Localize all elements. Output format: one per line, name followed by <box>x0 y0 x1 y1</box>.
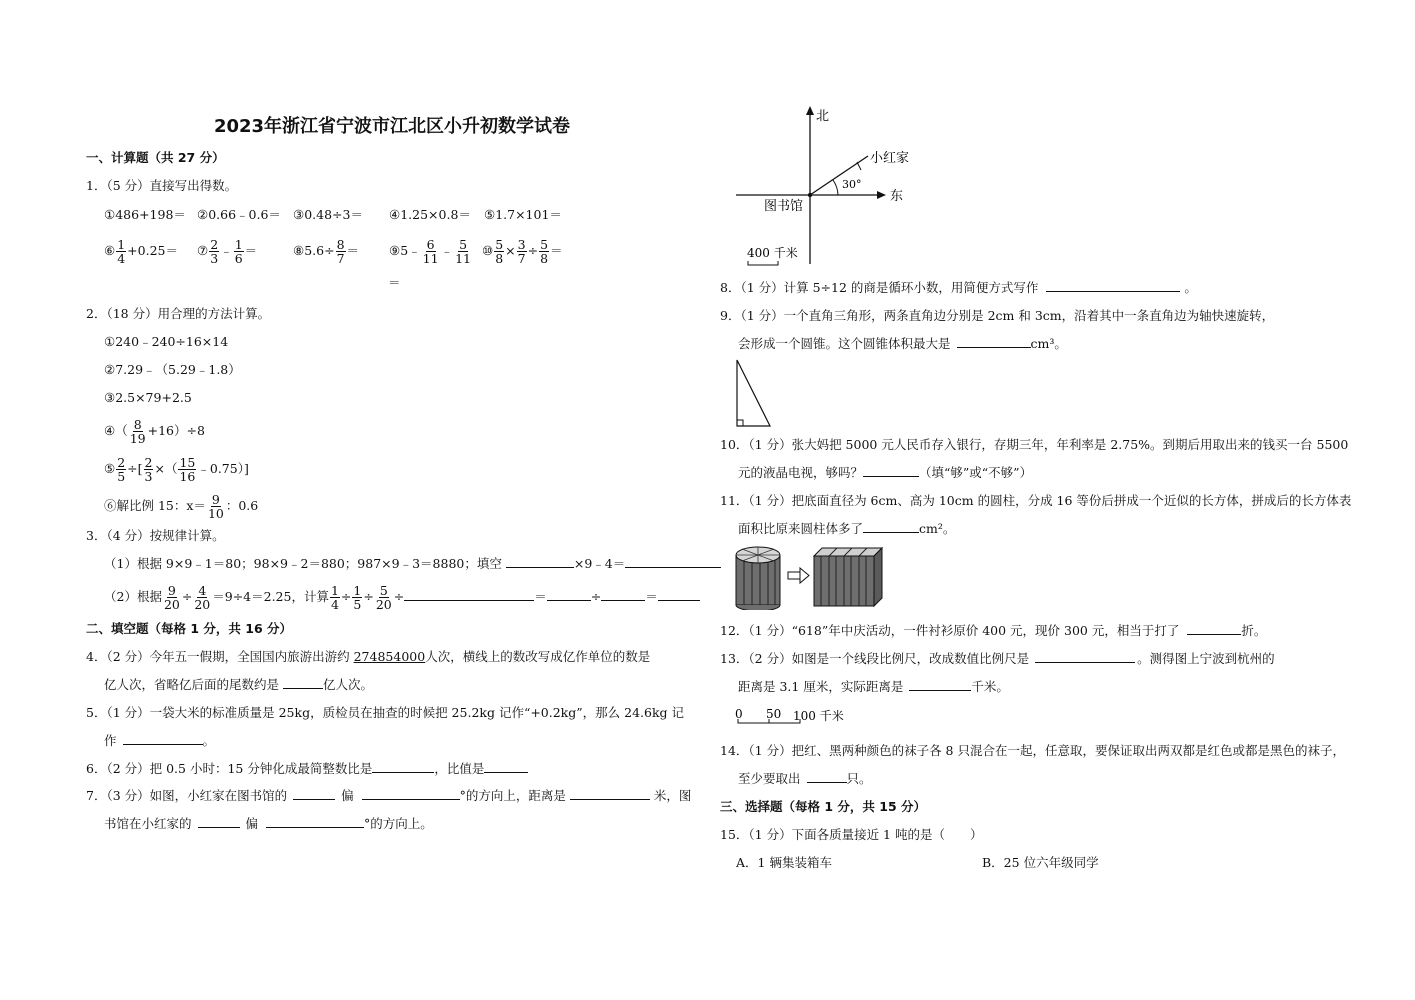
item-text: 亿人次，省略亿后面的尾数约是 <box>104 677 280 692</box>
scale-tick-label: 50 <box>766 707 782 721</box>
section-heading: 一、计算题（共 27 分） <box>86 150 225 165</box>
item-text: 6．（2 分）把 0.5 小时：15 分钟化成最简整数比是 <box>86 761 373 776</box>
item-text: ＝ <box>550 243 563 258</box>
answer-blank[interactable] <box>404 588 534 601</box>
line-scale-diagram <box>734 704 864 728</box>
item-text: ÷ <box>590 589 602 604</box>
numerator: 5 <box>495 237 504 252</box>
q3-line-1 <box>104 555 721 573</box>
east-arrow-icon <box>877 191 886 199</box>
answer-blank[interactable] <box>372 760 434 773</box>
right-triangle-diagram <box>734 358 774 430</box>
denominator: 6 <box>234 251 243 266</box>
item-text: 。 <box>202 733 216 748</box>
q1-item: ⑤1.7×101＝ <box>484 207 562 222</box>
answer-blank[interactable] <box>1046 279 1180 292</box>
angle-arc <box>833 180 838 195</box>
question-1-heading: 1．（5 分）直接写出得数。 <box>86 178 238 193</box>
item-text: ⑩ <box>482 243 494 258</box>
denominator: 16 <box>179 469 196 484</box>
question-6 <box>86 760 528 778</box>
item-text: ：0.6 <box>225 498 259 513</box>
north-label: 北 <box>816 109 830 124</box>
q1-item-9-equals: ＝ <box>388 275 401 290</box>
item-text: ＝ <box>645 589 658 604</box>
answer-blank[interactable] <box>957 335 1031 348</box>
question-4-line-2 <box>104 676 373 694</box>
denominator: 20 <box>375 597 392 612</box>
question-11-line-1: 11．（1 分）把底面直径为 6cm、高为 10cm 的圆柱，分成 16 等份后拼成一个近似的长方体，拼成后的长方体表 <box>720 493 1352 508</box>
angle-label: 30° <box>842 178 862 191</box>
answer-blank[interactable] <box>1187 622 1241 635</box>
fraction <box>116 238 126 265</box>
item-text: 面积比原来圆柱体多了 <box>738 521 864 536</box>
item-text: cm³。 <box>1030 336 1067 351</box>
north-arrow-icon <box>806 106 814 115</box>
fraction <box>375 584 393 611</box>
denominator: 4 <box>117 251 126 266</box>
item-text: 12．（1 分）“618”年中庆活动，一件衬衫原价 400 元，现价 300 元，相当于打了 <box>720 623 1180 638</box>
option-a[interactable]: A．1 辆集装箱车 <box>736 855 832 870</box>
item-text: +0.25＝ <box>127 243 178 258</box>
q1-item: ③0.48÷3＝ <box>293 207 363 222</box>
item-text: 折。 <box>1241 623 1267 638</box>
item-text: 书馆在小红家的 <box>104 816 192 831</box>
item-text: ＝ <box>244 243 258 258</box>
section-heading: 二、填空题（每格 1 分，共 16 分） <box>86 621 293 636</box>
item-text: ，比值是 <box>434 761 485 776</box>
item-text: 7．（3 分）如图，小红家在图书馆的 <box>86 788 288 803</box>
compass-diagram <box>730 104 930 270</box>
answer-blank[interactable] <box>625 555 721 568</box>
denominator: 7 <box>517 251 526 266</box>
question-9-line-1: 9．（1 分）一个直角三角形，两条直角边分别是 2cm 和 3cm，沿着其中一条直角边为轴快速旋转， <box>720 308 1275 323</box>
item-text: 会形成一个圆锥。这个圆锥体积最大是 <box>738 336 951 351</box>
question-13-line-2 <box>738 678 1009 696</box>
numerator: 1 <box>117 237 126 252</box>
question-5-line-1: 5．（1 分）一袋大米的标准质量是 25kg，质检员在抽查的时候把 25.2kg 记作“+0.2kg”，那么 24.6kg 记 <box>86 705 685 720</box>
library-point <box>808 193 812 197</box>
q1-item: ①486+198＝ <box>104 207 186 222</box>
denominator: 5 <box>117 469 126 484</box>
answer-blank[interactable] <box>601 588 645 601</box>
q1-item: ④1.25×0.8＝ <box>389 207 471 222</box>
fraction <box>209 238 219 265</box>
answer-blank[interactable] <box>1035 650 1135 663</box>
question-9-line-2 <box>738 335 1067 353</box>
fraction <box>517 238 527 265</box>
item-text: 千米。 <box>971 679 1009 694</box>
scale-bar <box>748 261 778 265</box>
numerator: 6 <box>426 237 435 252</box>
page-title: 2023年浙江省宁波市江北区小升初数学试卷 <box>213 116 571 137</box>
home-label: 小红家 <box>870 151 910 166</box>
denominator: 3 <box>210 251 219 266</box>
answer-blank[interactable] <box>807 770 847 783</box>
item-text: 4．（2 分）今年五一假期，全国国内旅游出游约 <box>86 649 354 664</box>
item-text: 作 <box>104 733 117 748</box>
scale-tick-label: 100 千米 <box>793 709 844 723</box>
fraction <box>234 238 244 265</box>
numerator: 2 <box>144 455 153 470</box>
denominator: 5 <box>353 597 362 612</box>
fraction <box>422 238 440 265</box>
denominator: 11 <box>422 251 439 266</box>
denominator: 11 <box>455 251 471 266</box>
item-text: ÷ <box>527 243 539 258</box>
item-text: °的方向上。 <box>364 816 433 831</box>
q1-item-6 <box>104 238 178 265</box>
denominator: 20 <box>194 597 211 612</box>
option-b[interactable]: B．25 位六年级同学 <box>982 855 1099 870</box>
item-text: ×（ <box>154 461 178 476</box>
cuboid-figure <box>814 548 882 606</box>
item-text: ⑨5﹣ <box>389 243 421 258</box>
item-text: ＝ <box>534 589 547 604</box>
numerator: 9 <box>211 492 220 507</box>
question-7-line-1 <box>86 787 691 805</box>
numerator: 2 <box>117 455 126 470</box>
item-text: ÷ <box>340 589 352 604</box>
item-text: 元的液晶电视，够吗？ <box>738 465 864 480</box>
cylinder-figure <box>736 547 780 610</box>
item-text: （2）根据 <box>104 589 162 604</box>
fraction <box>207 493 225 520</box>
item-text: ⑥解比例 15：x＝ <box>104 498 206 513</box>
fraction <box>352 584 362 611</box>
fraction <box>193 584 211 611</box>
item-text: 。测得图上宁波到杭州的 <box>1137 651 1275 666</box>
q2-item: ①240﹣240÷16×14 <box>104 334 229 349</box>
triangle <box>737 360 770 426</box>
fraction <box>129 418 147 445</box>
section-heading: 三、选择题（每格 1 分，共 15 分） <box>720 799 927 814</box>
question-15: 15．（1 分）下面各质量接近 1 吨的是（ ） <box>720 827 983 842</box>
item-text: 至少要取出 <box>738 771 801 786</box>
item-text: （1）根据 9×9﹣1＝80；98×9﹣2＝880；987×9﹣3＝8880；填空 <box>104 556 502 571</box>
library-label: 图书馆 <box>764 199 804 214</box>
item-text: ÷ <box>393 589 405 604</box>
item-text: ×9﹣4＝ <box>573 556 626 571</box>
answer-blank[interactable] <box>123 732 203 745</box>
numerator: 3 <box>517 237 526 252</box>
question-10-line-2 <box>738 464 1032 482</box>
item-text: （填“够”或“不够”） <box>919 465 1033 480</box>
item-text: 人次，横线上的数改写成亿作单位的数是 <box>425 649 651 664</box>
item-text: × <box>505 243 516 258</box>
item-text: 距离是 3.1 厘米，实际距离是 <box>738 679 904 694</box>
q1-item-8 <box>293 238 359 265</box>
numerator: 5 <box>379 583 388 598</box>
q3-line-2 <box>104 584 700 611</box>
item-text: ÷ <box>181 589 193 604</box>
item-text: ﹣ <box>440 243 454 258</box>
question-14-line-1: 14．（1 分）把红、黑两种颜色的袜子各 8 只混合在一起，任意取，要保证取出两双都是红色或都是黑色的袜子， <box>720 743 1345 758</box>
question-11-line-2 <box>738 520 955 538</box>
east-label: 东 <box>890 189 904 204</box>
angle-tick <box>857 162 861 170</box>
numerator: 9 <box>167 583 176 598</box>
numerator: 15 <box>179 455 196 470</box>
answer-blank[interactable] <box>863 520 919 533</box>
answer-blank[interactable] <box>484 760 528 773</box>
denominator: 7 <box>336 251 345 266</box>
q2-item: ③2.5×79+2.5 <box>104 390 192 405</box>
q2-item: ②7.29﹣（5.29﹣1.8） <box>104 362 241 377</box>
fraction <box>454 238 472 265</box>
arrow-icon <box>788 568 809 583</box>
item-text: 8．（1 分）计算 5÷12 的商是循环小数，用简便方式写作 <box>720 280 1039 295</box>
numerator: 8 <box>336 237 345 252</box>
item-text: ④（ <box>104 423 128 438</box>
numerator: 1 <box>330 583 339 598</box>
fraction <box>163 584 181 611</box>
underlined-number: 274854000 <box>353 649 426 664</box>
denominator: 8 <box>495 251 504 266</box>
q1-item-7 <box>197 238 257 265</box>
question-13-line-1 <box>720 650 1275 668</box>
numerator: 2 <box>210 237 219 252</box>
item-text: ﹣0.75）] <box>197 461 249 476</box>
item-text: 偏 <box>341 788 354 803</box>
item-text: ⑤ <box>104 461 116 476</box>
question-4-line-1 <box>86 648 650 666</box>
item-text: 只。 <box>846 771 872 786</box>
numerator: 5 <box>459 237 468 252</box>
q2-item-4 <box>104 418 205 445</box>
denominator: 4 <box>330 597 339 612</box>
item-text: +16）÷8 <box>147 423 205 438</box>
item-text: 亿人次。 <box>323 677 374 692</box>
answer-blank[interactable] <box>909 678 971 691</box>
item-text: 13．（2 分）如图是一个线段比例尺，改成数值比例尺是 <box>720 651 1030 666</box>
denominator: 3 <box>144 469 153 484</box>
q2-item-5 <box>104 456 249 483</box>
item-text: ÷[ <box>127 461 143 476</box>
question-8 <box>720 279 1197 297</box>
answer-blank[interactable] <box>570 787 650 800</box>
item-text: 。 <box>1184 280 1197 295</box>
item-text: 偏 <box>245 816 259 831</box>
item-text: ⑧5.6÷ <box>293 243 335 258</box>
q2-item-6 <box>104 493 258 520</box>
right-angle-mark <box>737 420 743 426</box>
answer-blank[interactable] <box>863 464 919 477</box>
q1-item-9 <box>389 238 473 265</box>
answer-blank[interactable] <box>198 815 240 828</box>
fraction <box>144 456 154 483</box>
numerator: 8 <box>133 417 142 432</box>
item-text: ＝9÷4＝2.25，计算 <box>212 589 329 604</box>
scale-label: 400 千米 <box>747 246 798 260</box>
answer-blank[interactable] <box>547 588 591 601</box>
q1-item-10 <box>482 238 563 265</box>
answer-blank[interactable] <box>658 588 700 601</box>
item-text: ＝ <box>346 243 360 258</box>
answer-blank[interactable] <box>293 787 335 800</box>
answer-blank[interactable] <box>283 676 323 689</box>
denominator: 19 <box>129 431 146 446</box>
item-text: cm²。 <box>919 521 956 536</box>
numerator: 1 <box>353 583 362 598</box>
fraction <box>494 238 504 265</box>
denominator: 8 <box>540 251 549 266</box>
fraction <box>178 456 196 483</box>
item-text: ÷ <box>363 589 374 604</box>
numerator: 1 <box>234 237 243 252</box>
question-5-line-2 <box>104 732 215 750</box>
item-text: 米，图 <box>653 788 692 803</box>
fraction <box>116 456 126 483</box>
answer-blank[interactable] <box>266 815 364 828</box>
fraction <box>330 584 340 611</box>
scale-tick-label: 0 <box>735 707 743 721</box>
answer-blank[interactable] <box>506 555 574 568</box>
answer-blank[interactable] <box>362 787 460 800</box>
numerator: 4 <box>198 583 207 598</box>
item-text: °的方向上，距离是 <box>459 788 566 803</box>
item-text: ⑥ <box>104 243 116 258</box>
fraction <box>336 238 346 265</box>
cylinder-to-cuboid-diagram <box>734 544 884 610</box>
q1-item: ②0.66﹣0.6＝ <box>197 207 281 222</box>
question-2-heading: 2．（18 分）用合理的方法计算。 <box>86 306 271 321</box>
question-3-heading: 3．（4 分）按规律计算。 <box>86 528 225 543</box>
item-text: ﹣ <box>220 243 233 258</box>
question-10-line-1: 10．（1 分）张大妈把 5000 元人民币存入银行，存期三年，年利率是 2.75%。到期后用取出来的钱买一台 5500 <box>720 437 1349 452</box>
item-text: ⑦ <box>197 243 209 258</box>
numerator: 5 <box>540 237 549 252</box>
question-7-line-2 <box>104 815 433 833</box>
denominator: 10 <box>207 506 224 521</box>
question-12 <box>720 622 1266 640</box>
denominator: 20 <box>163 597 180 612</box>
fraction <box>539 238 549 265</box>
question-14-line-2 <box>738 770 872 788</box>
